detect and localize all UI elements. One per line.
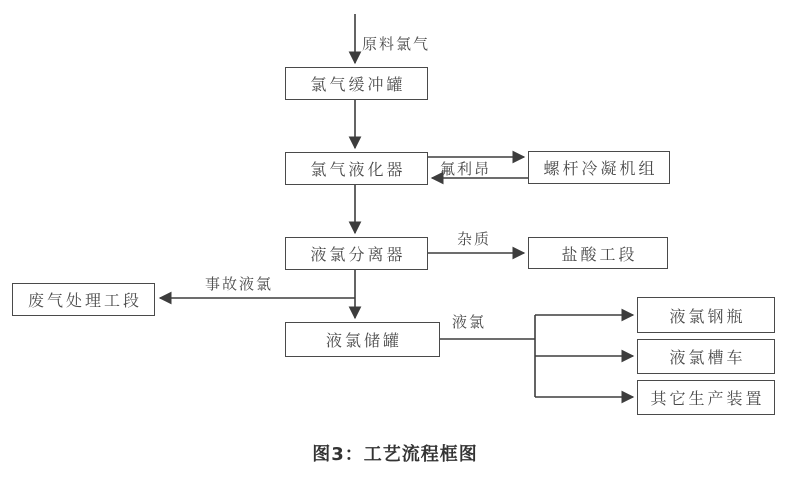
- label-accident-liquid-chlorine: 事故液氯: [205, 275, 274, 293]
- node-liquid-chlorine-storage-tank: 液氯储罐: [285, 322, 440, 357]
- node-liquid-chlorine-cylinder: 液氯钢瓶: [637, 297, 775, 333]
- label-impurity: 杂质: [457, 230, 492, 248]
- node-screw-condenser-unit: 螺杆冷凝机组: [528, 151, 670, 184]
- node-hcl-section: 盐酸工段: [528, 237, 668, 269]
- label-freon: 氟利昂: [440, 160, 492, 178]
- node-liquid-chlorine-tank-truck: 液氯槽车: [637, 339, 775, 374]
- label-liquid-chlorine: 液氯: [452, 313, 487, 331]
- node-liquid-chlorine-separator: 液氯分离器: [285, 237, 428, 270]
- label-feed-chlorine: 原料氯气: [362, 35, 431, 53]
- node-chlorine-liquefier: 氯气液化器: [285, 152, 428, 185]
- figure-caption: 图3：工艺流程框图: [312, 444, 478, 465]
- node-waste-gas-treatment-section: 废气处理工段: [12, 283, 155, 316]
- node-other-production-devices: 其它生产装置: [637, 380, 775, 415]
- node-chlorine-buffer-tank: 氯气缓冲罐: [285, 67, 428, 100]
